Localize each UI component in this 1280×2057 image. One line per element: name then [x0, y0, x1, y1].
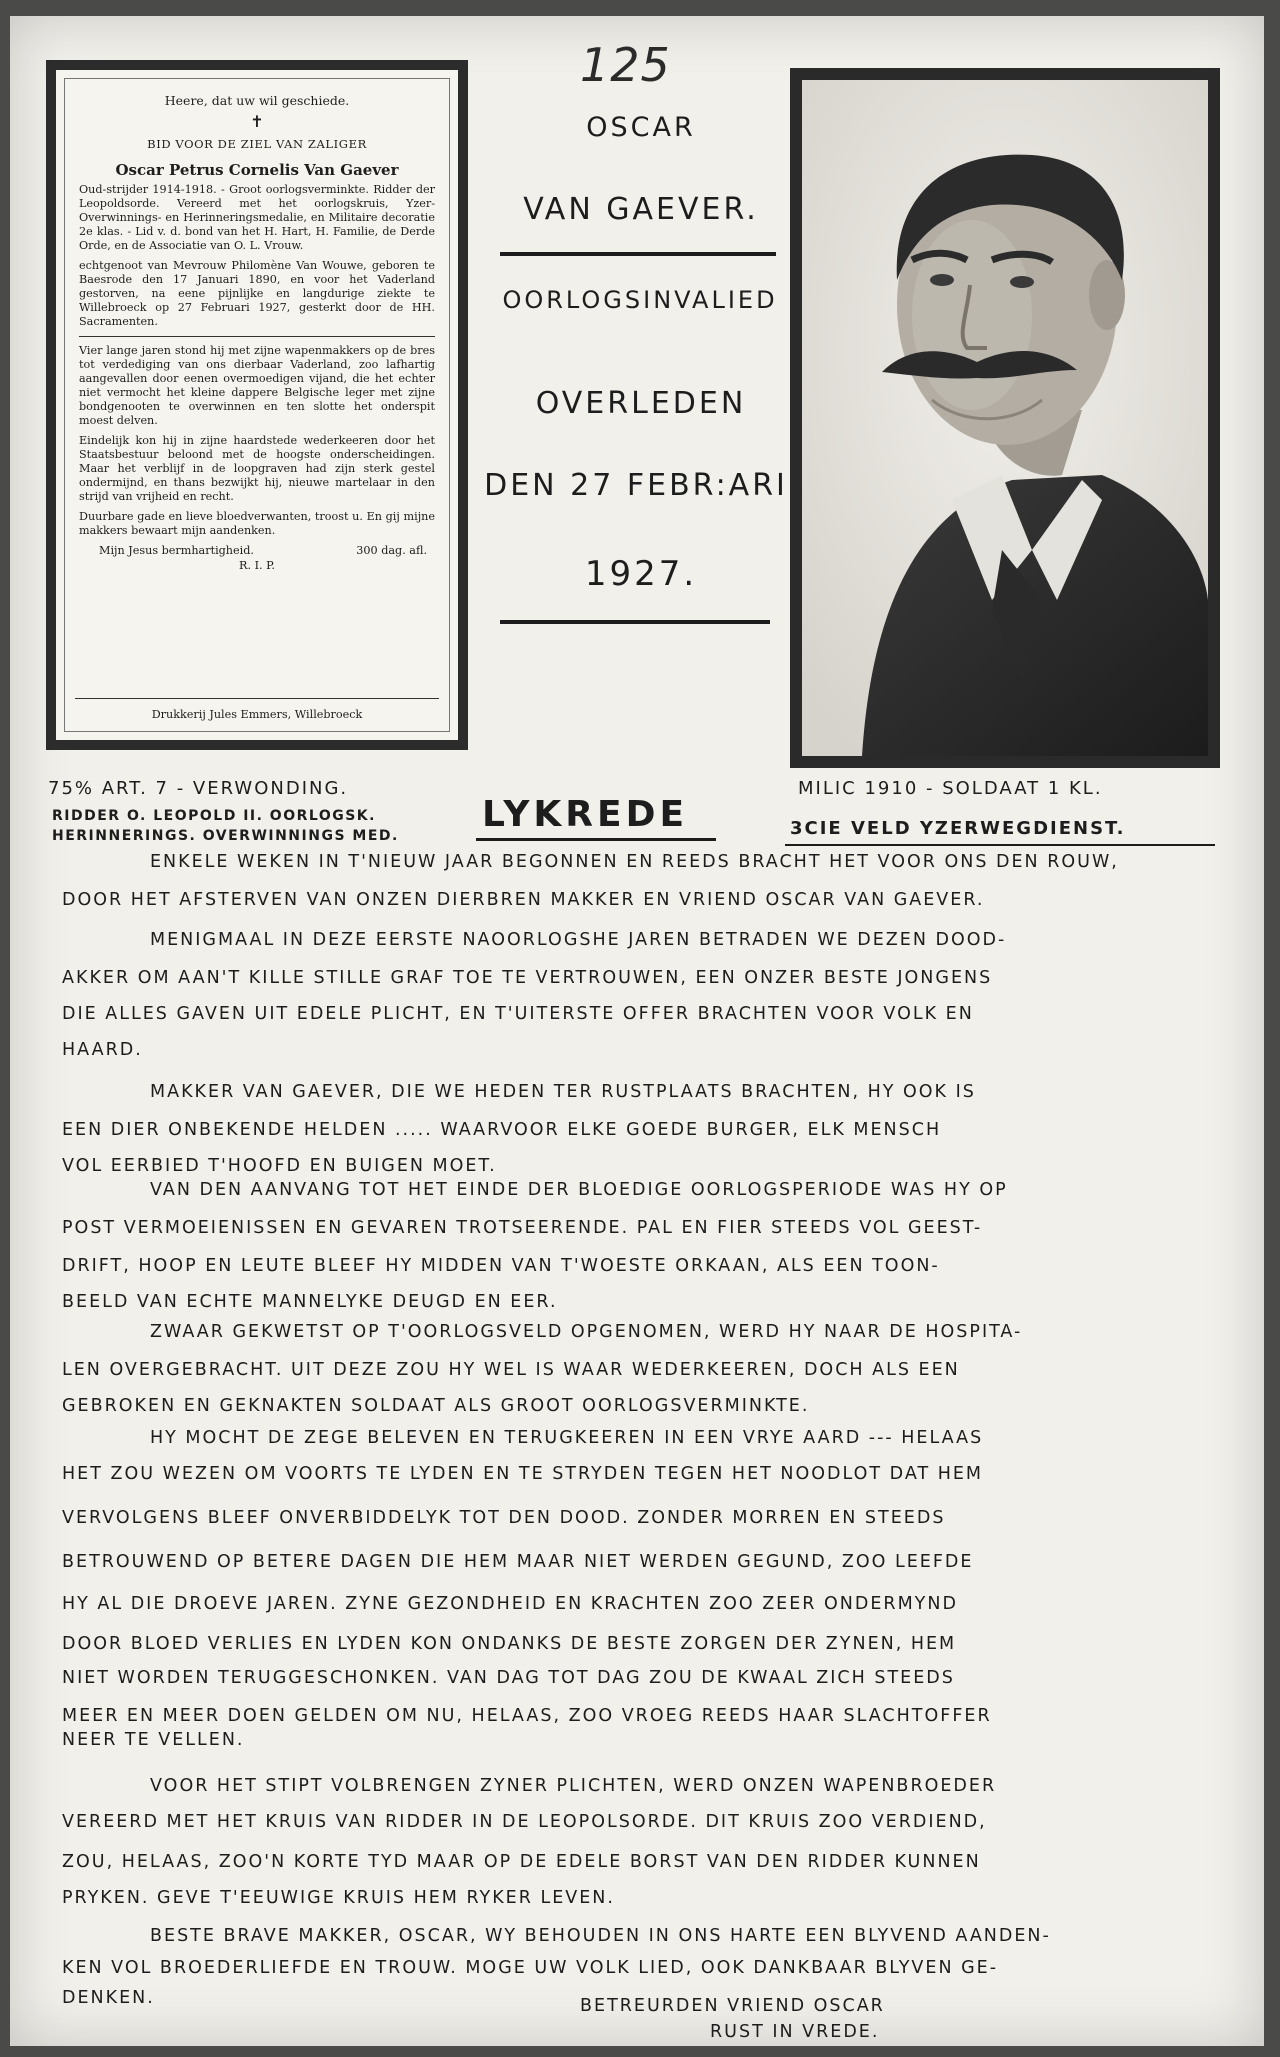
card-closing-left: Mijn Jesus bermhartigheid. — [99, 544, 254, 557]
eulogy-line: DIE ALLES GAVEN UIT EDELE PLICHT, EN T'UITERSTE OFFER BRACHTEN VOOR VOLK EN — [62, 1004, 974, 1024]
eulogy-heading-underline — [476, 838, 716, 841]
card-closing — [79, 544, 435, 557]
eulogy-line: KEN VOL BROEDERLIEFDE EN TROUW. MOGE UW VOLK LIED, OOK DANKBAAR BLYVEN GE- — [62, 1958, 999, 1978]
eulogy-line: LEN OVERGEBRACHT. UIT DEZE ZOU HY WEL IS WAAR WEDERKEEREN, DOCH ALS EEN — [62, 1360, 960, 1380]
card-name: Oscar Petrus Cornelis Van Gaever — [115, 161, 399, 179]
card-divider — [75, 698, 439, 699]
eulogy-line: VOL EERBIED T'HOOFD EN BUIGEN MOET. — [62, 1156, 497, 1176]
card-closing-right: 300 dag. afl. — [356, 544, 427, 557]
eulogy-line: HET ZOU WEZEN OM VOORTS TE LYDEN EN TE STRYDEN TEGEN HET NOODLOT DAT HEM — [62, 1464, 984, 1484]
eulogy-line: DOOR BLOED VERLIES EN LYDEN KON ONDANKS DE BESTE ZORGEN DER ZYNEN, HEM — [62, 1634, 957, 1654]
card-heading: BID VOOR DE ZIEL VAN ZALIGER — [147, 137, 367, 151]
title-last-name: VAN GAEVER. — [523, 192, 759, 227]
card-rip: R. I. P. — [239, 559, 275, 572]
eulogy-line: DOOR HET AFSTERVEN VAN ONZEN DIERBREN MAKKER EN VRIEND OSCAR VAN GAEVER. — [62, 890, 985, 910]
eulogy-line: HAARD. — [62, 1040, 143, 1060]
card-paragraph: Eindelijk kon hij in zijne haardstede wederkeeren door het Staatsbestuur beloond met de hoogste onderscheidingen. Maar het verblijf in de loopgraven had zijn sterk gestel ondermijnd, en thans bezwijkt hij, nieuwe martelaar in den strijd van vrijheid en recht. — [79, 434, 435, 503]
eulogy-line: BETROUWEND OP BETERE DAGEN DIE HEM MAAR NIET WERDEN GEGUND, ZOO LEEFDE — [62, 1552, 974, 1572]
title-date: DEN 27 FEBR:ARI — [484, 468, 788, 503]
eulogy-line: BESTE BRAVE MAKKER, OSCAR, WY BEHOUDEN IN ONS HARTE EEN BLYVEND AANDEN- — [150, 1926, 1051, 1946]
eulogy-line: PRYKEN. GEVE T'EEUWIGE KRUIS HEM RYKER LEVEN. — [62, 1888, 615, 1908]
eulogy-line: VOOR HET STIPT VOLBRENGEN ZYNER PLICHTEN, WERD ONZEN WAPENBROEDER — [150, 1776, 997, 1796]
title-divider — [500, 620, 770, 624]
eulogy-line: BEELD VAN ECHTE MANNELYKE DEUGD EN EER. — [62, 1292, 558, 1312]
card-divider — [79, 336, 435, 337]
portrait-photo — [790, 68, 1220, 768]
eulogy-line: MAKKER VAN GAEVER, DIE WE HEDEN TER RUSTPLAATS BRACHTEN, HY OOK IS — [150, 1082, 976, 1102]
eulogy-line: GEBROKEN EN GEKNAKTEN SOLDAAT ALS GROOT OORLOGSVERMINKTE. — [62, 1396, 810, 1416]
signature-line: BETREURDEN VRIEND OSCAR — [580, 1996, 885, 2016]
eulogy-line: AKKER OM AAN'T KILLE STILLE GRAF TOE TE VERTROUWEN, EEN ONZER BESTE JONGENS — [62, 968, 993, 988]
eulogy-line: DRIFT, HOOP EN LEUTE BLEEF HY MIDDEN VAN T'WOESTE ORKAAN, ALS EEN TOON- — [62, 1256, 940, 1276]
eulogy-line: ENKELE WEKEN IN T'NIEUW JAAR BEGONNEN EN REEDS BRACHT HET VOOR ONS DEN ROUW, — [150, 852, 1119, 872]
eulogy-line: EEN DIER ONBEKENDE HELDEN ..... WAARVOOR ELKE GOEDE BURGER, ELK MENSCH — [62, 1120, 942, 1140]
eulogy-line: POST VERMOEIENISSEN EN GEVAREN TROTSEERENDE. PAL EN FIER STEEDS VOL GEEST- — [62, 1218, 983, 1238]
card-paragraph: Oud-strijder 1914-1918. - Groot oorlogsverminkte. Ridder der Leopoldsorde. Vereerd met het oorlogskruis, Yzer- Overwinnings- en Herinneringsmedalie, en Militaire decoratie 2e klas. - Lid v. d. bond van het H. Hart, H. Familie, de Derde Orde, en de Associatie van O. L. Vrouw. — [79, 183, 435, 252]
annotation-decoration: RIDDER O. LEOPOLD II. OORLOGSK. — [52, 808, 376, 824]
eulogy-line: VAN DEN AANVANG TOT HET EINDE DER BLOEDIGE OORLOGSPERIODE WAS HY OP — [150, 1180, 1008, 1200]
eulogy-line: NIET WORDEN TERUGGESCHONKEN. VAN DAG TOT DAG ZOU DE KWAAL ZICH STEEDS — [62, 1668, 955, 1688]
eulogy-line: NEER TE VELLEN. — [62, 1730, 245, 1750]
card-printer: Drukkerij Jules Emmers, Willebroeck — [151, 708, 363, 721]
eulogy-heading: LYKREDE — [482, 794, 689, 835]
signature-line: RUST IN VREDE. — [710, 2022, 880, 2042]
eulogy-line: MENIGMAAL IN DEZE EERSTE NAOORLOGSHE JAREN BETRADEN WE DEZEN DOOD- — [150, 930, 1007, 950]
title-status: OORLOGSINVALIED — [502, 286, 778, 314]
card-motto: Heere, dat uw wil geschiede. — [164, 93, 350, 108]
page-number: 125 — [580, 38, 671, 92]
title-year: 1927. — [584, 554, 698, 594]
card-paragraph: echtgenoot van Mevrouw Philomène Van Wouwe, geboren te Baesrode den 17 Januari 1890, en voor het Vaderland gestorven, na eene pijnlijke en langdurige ziekte te Willebroeck op 27 Februari 1927, gesterkt door de HH. Sacramenten. — [79, 259, 435, 328]
eulogy-line: DENKEN. — [62, 1988, 155, 2008]
annotation-injury: 75% ART. 7 - VERWONDING. — [48, 778, 349, 799]
eulogy-line: MEER EN MEER DOEN GELDEN OM NU, HELAAS, ZOO VROEG REEDS HAAR SLACHTOFFER — [62, 1706, 992, 1726]
card-paragraph: Duurbare gade en lieve bloedverwanten, troost u. En gij mijne makkers bewaart mijn aandenken. — [79, 510, 435, 537]
eulogy-line: HY AL DIE DROEVE JAREN. ZYNE GEZONDHEID EN KRACHTEN ZOO ZEER ONDERMYND — [62, 1594, 958, 1614]
annotation-underline — [785, 844, 1215, 846]
memorial-card — [46, 60, 468, 750]
card-paragraph: Vier lange jaren stond hij met zijne wapenmakkers op de bres tot verdediging van ons dierbaar Vaderland, zoo lafhartig aangevallen door eenen overmoedigen vijand, die het echter niet vermocht het kleine dappere Belgische leger met zijne bondgenooten te overwinnen en ten slotte het onderspit moest delven. — [79, 344, 435, 427]
eulogy-line: VERVOLGENS BLEEF ONVERBIDDELYK TOT DEN DOOD. ZONDER MORREN EN STEEDS — [62, 1508, 946, 1528]
title-died: OVERLEDEN — [535, 386, 747, 421]
title-first-name: OSCAR — [586, 112, 696, 143]
portrait-image — [802, 80, 1208, 756]
annotation-decoration: HERINNERINGS. OVERWINNINGS MED. — [52, 828, 399, 844]
title-divider — [500, 252, 776, 256]
annotation-militia: MILIC 1910 - SOLDAAT 1 KL. — [798, 778, 1103, 799]
eulogy-line: ZOU, HELAAS, ZOO'N KORTE TYD MAAR OP DE EDELE BORST VAN DEN RIDDER KUNNEN — [62, 1852, 981, 1872]
memorial-card-inner — [64, 78, 450, 732]
annotation-unit: 3CIE VELD YZERWEGDIENST. — [790, 818, 1126, 839]
memorial-sheet — [10, 16, 1264, 2046]
eulogy-line: HY MOCHT DE ZEGE BELEVEN EN TERUGKEEREN IN EEN VRYE AARD --- HELAAS — [150, 1428, 984, 1448]
eulogy-line: VEREERD MET HET KRUIS VAN RIDDER IN DE LEOPOLSORDE. DIT KRUIS ZOO VERDIEND, — [62, 1812, 987, 1832]
cross-icon: ✝ — [250, 112, 264, 131]
eulogy-line: ZWAAR GEKWETST OP T'OORLOGSVELD OPGENOMEN, WERD HY NAAR DE HOSPITA- — [150, 1322, 1023, 1342]
